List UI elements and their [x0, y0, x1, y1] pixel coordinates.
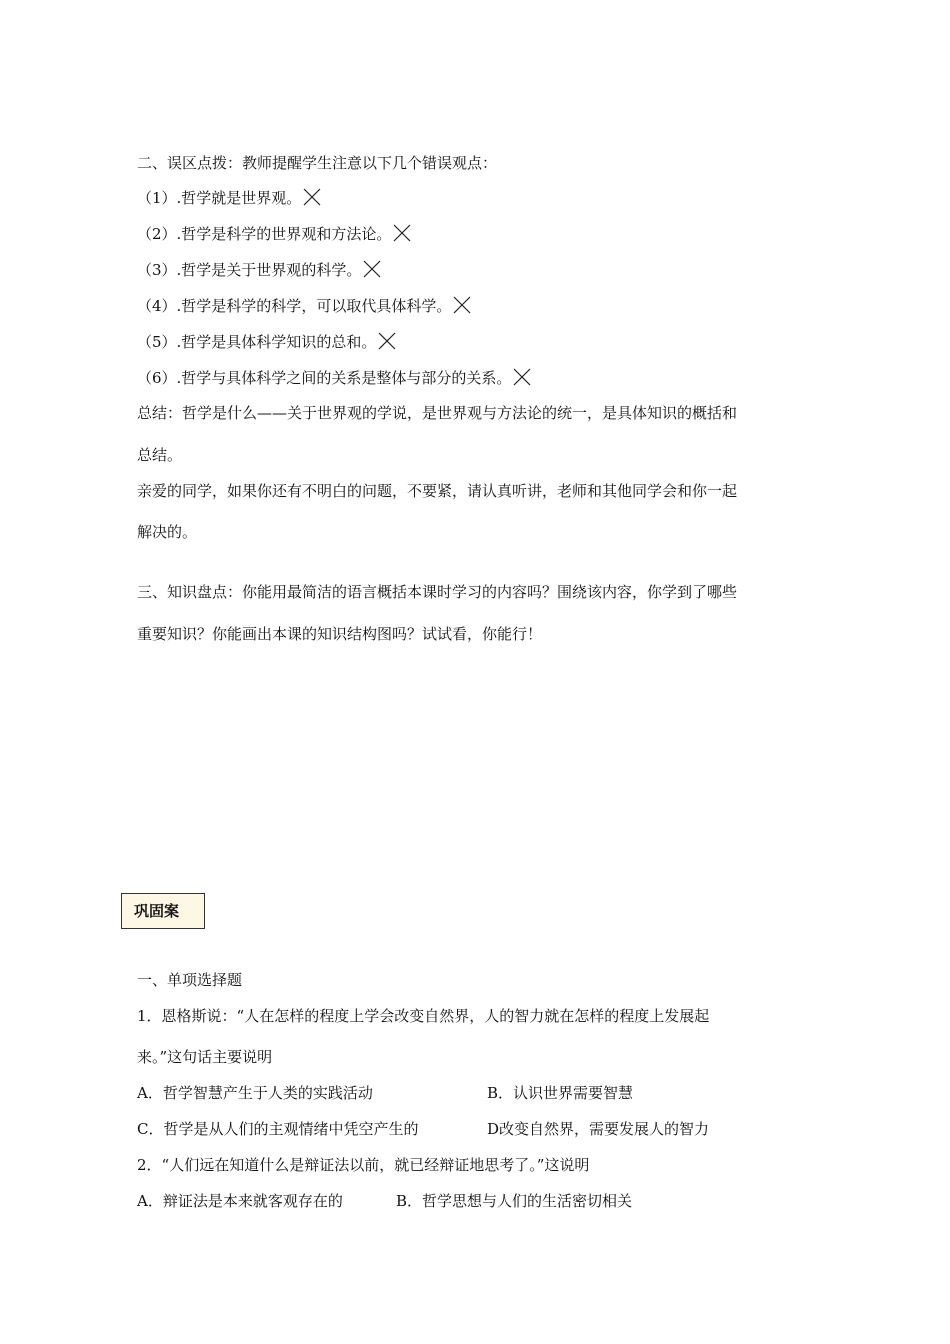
misconception-text: （3）.哲学是关于世界观的科学。	[137, 261, 362, 279]
misconception-item-5	[137, 332, 396, 352]
question-1-option-b: B．认识世界需要智慧	[487, 1084, 634, 1102]
question-2-line-1: 2．“人们远在知道什么是辩证法以前，就已经辩证地思考了。”这说明	[137, 1156, 590, 1174]
question-1-option-a: A．哲学智慧产生于人类的实践活动	[137, 1084, 373, 1102]
encourage-line-1: 亲爱的同学，如果你还有不明白的问题，不要紧，请认真听讲，老师和其他同学会和你一起	[137, 482, 738, 500]
question-1-option-d: D改变自然界，需要发展人的智力	[487, 1120, 710, 1138]
cross-icon	[393, 224, 411, 242]
misconception-item-4	[137, 296, 471, 316]
question-2-option-b: B．哲学思想与人们的生活密切相关	[396, 1192, 633, 1210]
summary-line-2: 总结。	[137, 446, 183, 464]
misconception-text: （2）.哲学是科学的世界观和方法论。	[137, 225, 392, 243]
consolidation-title-box: 巩固案	[121, 893, 205, 929]
question-2-option-a: A．辩证法是本来就客观存在的	[137, 1192, 343, 1210]
question-1-line-2: 来。”这句话主要说明	[137, 1048, 273, 1066]
misconception-item-6	[137, 368, 531, 388]
misconception-text: （6）.哲学与具体科学之间的关系是整体与部分的关系。	[137, 369, 512, 387]
cross-icon	[513, 368, 531, 386]
cross-icon	[453, 296, 471, 314]
cross-icon	[378, 332, 396, 350]
misconception-item-1	[137, 188, 321, 208]
section2-heading: 二、误区点拨：教师提醒学生注意以下几个错误观点：	[137, 154, 498, 172]
cross-icon	[303, 188, 321, 206]
misconception-item-3	[137, 260, 381, 280]
misconception-text: （5）.哲学是具体科学知识的总和。	[137, 333, 377, 351]
part1-heading: 一、单项选择题	[137, 971, 243, 989]
section3-line-1: 三、知识盘点：你能用最简洁的语言概括本课时学习的内容吗？围绕该内容，你学到了哪些	[137, 583, 738, 601]
section3-line-2: 重要知识？你能画出本课的知识结构图吗？试试看，你能行！	[137, 625, 543, 643]
misconception-text: （1）.哲学就是世界观。	[137, 189, 302, 207]
encourage-line-2: 解决的。	[137, 523, 198, 541]
question-1-option-c: C．哲学是从人们的主观情绪中凭空产生的	[137, 1120, 419, 1138]
cross-icon	[363, 260, 381, 278]
misconception-text: （4）.哲学是科学的科学，可以取代具体科学。	[137, 297, 452, 315]
misconception-item-2	[137, 224, 411, 244]
summary-line-1: 总结：哲学是什么——关于世界观的学说，是世界观与方法论的统一，是具体知识的概括和	[137, 404, 738, 422]
question-1-line-1: 1．恩格斯说：“人在怎样的程度上学会改变自然界，人的智力就在怎样的程度上发展起	[137, 1007, 710, 1025]
